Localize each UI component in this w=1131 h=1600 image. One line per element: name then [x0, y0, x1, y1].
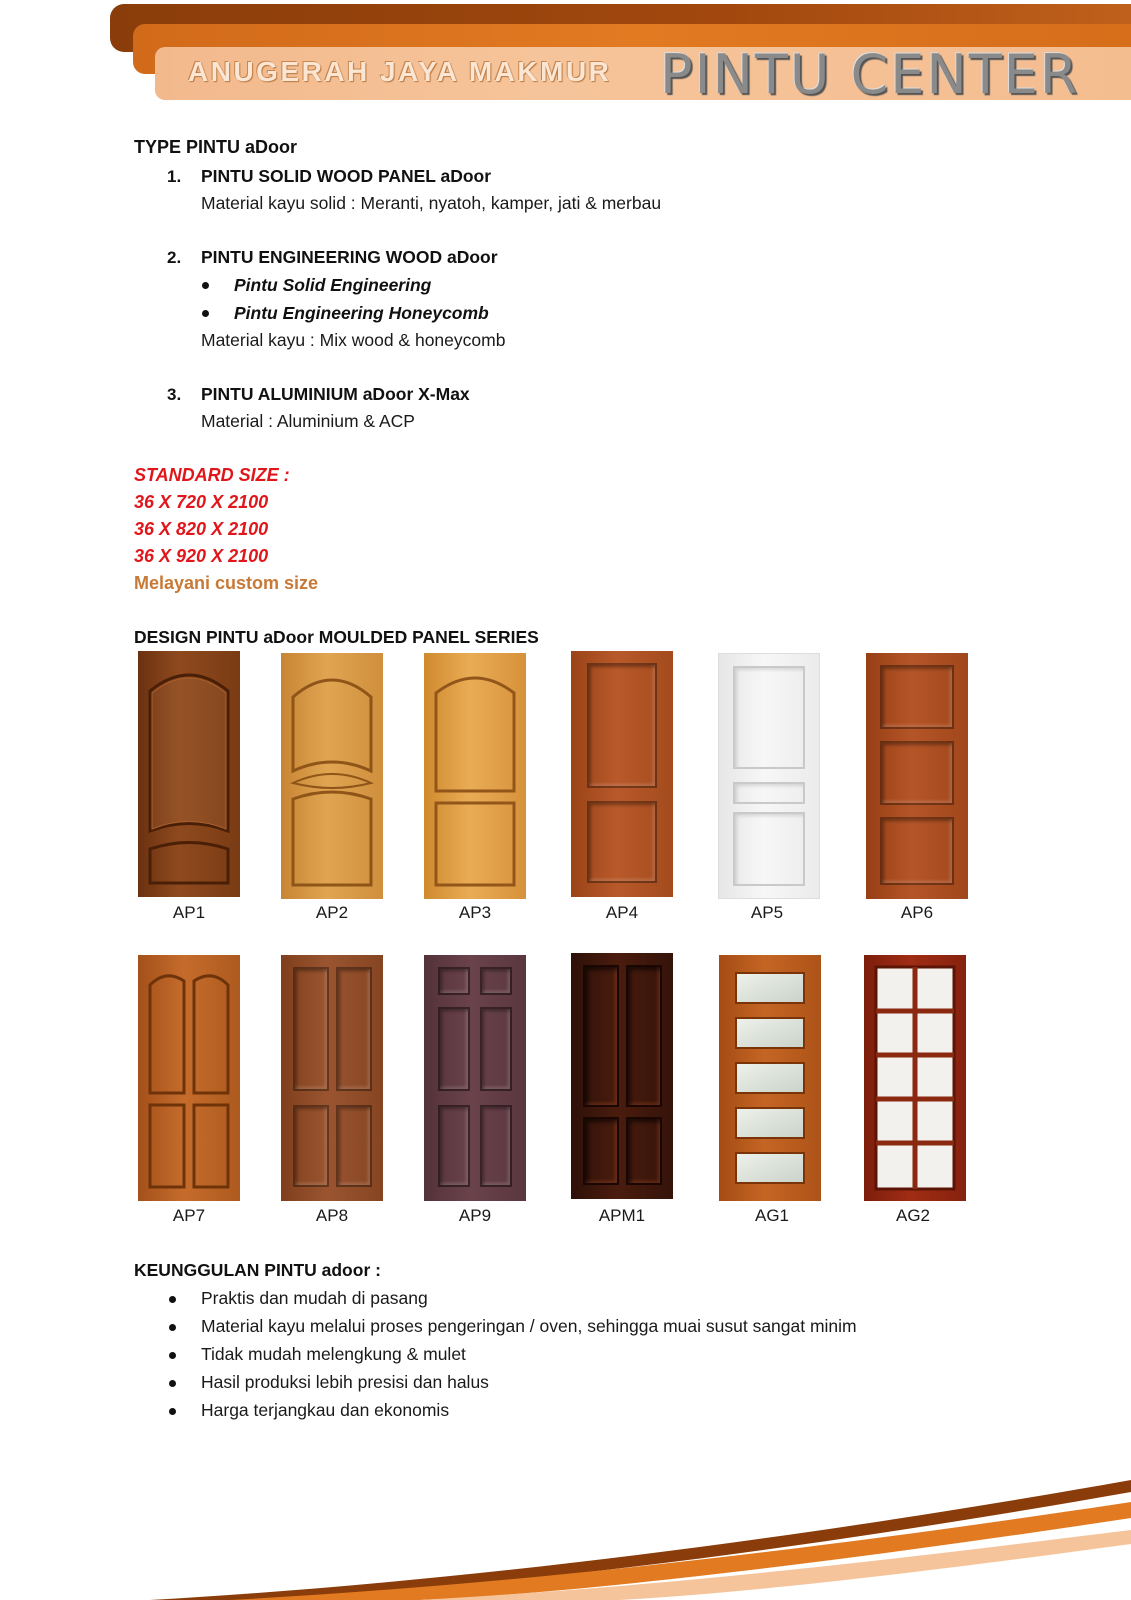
door-label: AP5: [750, 903, 784, 922]
advantage-item: Hasil produksi lebih presisi dan halus: [201, 1372, 489, 1392]
advantage-item: Material kayu melalui proses pengeringan / oven, sehingga muai susut sangat minim: [201, 1316, 857, 1336]
bullet-icon: [169, 1352, 176, 1359]
types-title: TYPE PINTU aDoor: [134, 137, 298, 157]
advantage-item: Tidak mudah melengkung & mulet: [201, 1344, 466, 1364]
door-panel: [438, 1007, 470, 1091]
header-banner: [0, 0, 1131, 110]
advantage-item: Harga terjangkau dan ekonomis: [201, 1400, 450, 1420]
door-panel: [626, 965, 662, 1107]
size-item: 36 X 720 X 2100: [134, 492, 269, 512]
type-2-material: Material kayu : Mix wood & honeycomb: [201, 330, 506, 350]
door-image-ap2: [281, 653, 383, 899]
type-3-name: PINTU ALUMINIUM aDoor X-Max: [201, 384, 470, 404]
door-image-ap6: [866, 653, 968, 899]
type-2-number: 2.: [167, 248, 182, 267]
door-image-apm1: [571, 953, 673, 1199]
design-title: DESIGN PINTU aDoor MOULDED PANEL SERIES: [134, 627, 539, 647]
door-panel: [438, 1105, 470, 1187]
door-panel: [293, 967, 329, 1091]
door-ap2-panels: [281, 653, 383, 899]
door-panel: [336, 1105, 372, 1187]
door-image-ap1: [138, 651, 240, 897]
door-panel: [438, 967, 470, 995]
door-panel: [293, 1105, 329, 1187]
door-label: AP8: [315, 1206, 349, 1225]
door-image-ap3: [424, 653, 526, 899]
type-2-bullet-2: Pintu Engineering Honeycomb: [234, 303, 489, 323]
door-panel: [480, 1007, 512, 1091]
footer-swoosh: [0, 1470, 1131, 1600]
door-label: APM1: [598, 1206, 646, 1225]
door-panel: [733, 666, 805, 769]
bullet-icon: [169, 1408, 176, 1415]
door-ap7-panels: [138, 955, 240, 1201]
door-panel: [880, 817, 954, 885]
size-title: STANDARD SIZE :: [134, 465, 290, 485]
type-1-material: Material kayu solid : Meranti, nyatoh, kamper, jati & merbau: [201, 193, 662, 213]
door-ag1-glass: [719, 955, 821, 1201]
door-label: AP6: [900, 903, 934, 922]
door-ag2-glass: [864, 955, 966, 1201]
door-panel: [880, 741, 954, 805]
bullet-icon: [169, 1324, 176, 1331]
door-image-ap4: [571, 651, 673, 897]
door-panel: [733, 812, 805, 886]
type-2-bullet-1: Pintu Solid Engineering: [234, 275, 432, 295]
door-label: AP7: [172, 1206, 206, 1225]
door-panel: [626, 1117, 662, 1185]
type-1-name: PINTU SOLID WOOD PANEL aDoor: [201, 166, 492, 186]
door-image-ap7: [138, 955, 240, 1201]
size-item: 36 X 820 X 2100: [134, 519, 269, 539]
door-ap1-panels: [138, 651, 240, 897]
door-panel: [583, 1117, 619, 1185]
door-panel: [480, 1105, 512, 1187]
type-3-material: Material : Aluminium & ACP: [201, 411, 415, 431]
door-label: AG2: [895, 1206, 931, 1225]
door-panel: [583, 965, 619, 1107]
type-1-number: 1.: [167, 167, 182, 186]
door-image-ap8: [281, 955, 383, 1201]
door-panel: [587, 801, 657, 883]
size-item: 36 X 920 X 2100: [134, 546, 269, 566]
custom-size-note: Melayani custom size: [134, 573, 319, 593]
bullet-icon: [169, 1380, 176, 1387]
advantage-item: Praktis dan mudah di pasang: [201, 1288, 428, 1308]
company-name: ANUGERAH JAYA MAKMUR: [188, 56, 612, 87]
door-label: AP9: [458, 1206, 492, 1225]
door-panel: [880, 665, 954, 729]
advantages-title: KEUNGGULAN PINTU adoor :: [134, 1260, 381, 1280]
door-image-ap9: [424, 955, 526, 1201]
door-ap3-panels: [424, 653, 526, 899]
door-label: AP2: [315, 903, 349, 922]
bullet-icon: [169, 1296, 176, 1303]
door-image-ag2: [864, 955, 966, 1201]
type-2-name: PINTU ENGINEERING WOOD aDoor: [201, 247, 498, 267]
door-label: AG1: [754, 1206, 790, 1225]
bullet-icon: [202, 282, 209, 289]
bullet-icon: [202, 310, 209, 317]
door-image-ap5: [718, 653, 820, 899]
door-panel: [480, 967, 512, 995]
type-3-number: 3.: [167, 385, 182, 404]
door-image-ag1: [719, 955, 821, 1201]
door-panel: [733, 782, 805, 804]
door-panel: [587, 663, 657, 788]
door-label: AP1: [172, 903, 206, 922]
brand-title: PINTU CENTER: [660, 43, 1080, 106]
door-label: AP3: [458, 903, 492, 922]
door-label: AP4: [605, 903, 639, 922]
door-panel: [336, 967, 372, 1091]
